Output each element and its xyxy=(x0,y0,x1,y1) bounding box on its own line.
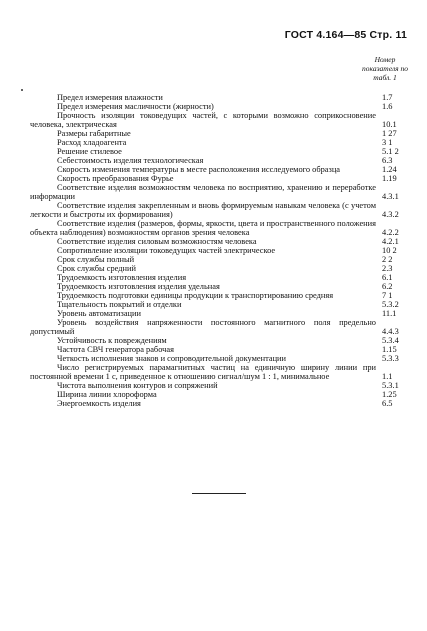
index-ref: 5.3.3 xyxy=(382,354,399,363)
index-term: Четкость исполнения знаков и сопроводительной документации xyxy=(57,354,287,363)
index-term: Срок службы полный xyxy=(57,255,135,264)
column-header: Номер показателя по табл. 1 xyxy=(362,55,408,82)
index-row xyxy=(30,354,422,363)
index-term: Соответствие изделия возможностям человека по восприятию, хранению и переработке информации xyxy=(30,183,376,201)
index-list xyxy=(30,93,422,408)
index-term: Размеры габаритные xyxy=(57,129,131,138)
index-ref: 5.1 2 xyxy=(382,147,399,156)
index-ref: 4.3.1 xyxy=(382,192,399,201)
index-ref: 5.3.1 xyxy=(382,381,399,390)
index-ref: 1.1 xyxy=(382,372,393,381)
index-row xyxy=(30,201,422,219)
index-term: Уровень автоматизации xyxy=(57,309,141,318)
index-row xyxy=(30,102,422,111)
index-row xyxy=(30,390,422,399)
index-row xyxy=(30,138,422,147)
index-ref: 1.19 xyxy=(382,174,397,183)
index-term: Расход хладоагента xyxy=(57,138,127,147)
index-term: Тщательность покрытий и отделки xyxy=(57,300,182,309)
index-term: Скорость преобразования Фурье xyxy=(57,174,174,183)
index-term: Предел измерения влажности xyxy=(57,93,163,102)
index-ref: 4.4.3 xyxy=(382,327,399,336)
index-term: Сопротивление изоляции токоведущих частей электрическое xyxy=(57,246,276,255)
index-row xyxy=(30,156,422,165)
index-row xyxy=(30,255,422,264)
index-ref: 4.2.2 xyxy=(382,228,399,237)
index-ref: 6.1 xyxy=(382,273,393,282)
index-row xyxy=(30,174,422,183)
index-row xyxy=(30,183,422,201)
index-row xyxy=(30,219,422,237)
index-term: Ширина линии хлороформа xyxy=(57,390,157,399)
index-row xyxy=(30,399,422,408)
index-row xyxy=(30,282,422,291)
index-ref: 4.2.1 xyxy=(382,237,399,246)
index-row xyxy=(30,273,422,282)
index-ref: 1 27 xyxy=(382,129,397,138)
index-ref: 10 2 xyxy=(382,246,397,255)
index-row xyxy=(30,165,422,174)
index-term: Трудоемкость изготовления изделия удельная xyxy=(57,282,220,291)
index-ref: 11.1 xyxy=(382,309,397,318)
index-row xyxy=(30,291,422,300)
index-term: Предел измерения масличности (жирности) xyxy=(57,102,214,111)
index-ref: 5.3.2 xyxy=(382,300,399,309)
page-header: ГОСТ 4.164—85 Стр. 11 xyxy=(284,29,407,41)
index-term: Скорость изменения температуры в месте расположения исследуемого образца xyxy=(57,165,341,174)
index-row xyxy=(30,300,422,309)
index-row xyxy=(30,264,422,273)
index-row xyxy=(30,363,422,381)
index-row xyxy=(30,93,422,102)
index-ref: 5.3.4 xyxy=(382,336,399,345)
index-term: Частота СВЧ генератора рабочая xyxy=(57,345,174,354)
index-term: Чистота выполнения контуров и сопряжений xyxy=(57,381,218,390)
index-term: Число регистрируемых парамагнитных частиц на единичную ширину линии при постоянной времени 1 с, приведенное к отношению сигнал/шум 1 : 1, минимальное xyxy=(30,363,376,381)
index-ref: 1.25 xyxy=(382,390,397,399)
index-term: Соответствие изделия силовым возможностям человека xyxy=(57,237,257,246)
index-row xyxy=(30,309,422,318)
index-ref: 2 2 xyxy=(382,255,393,264)
index-term: Решение стилевое xyxy=(57,147,122,156)
end-rule xyxy=(192,493,246,494)
index-term: Трудоемкость изготовления изделия xyxy=(57,273,187,282)
index-ref: 1.15 xyxy=(382,345,397,354)
index-ref: 1.24 xyxy=(382,165,397,174)
index-term: Срок службы средний xyxy=(57,264,136,273)
index-ref: 3 1 xyxy=(382,138,393,147)
index-row xyxy=(30,111,422,129)
margin-dot xyxy=(21,89,23,91)
index-row xyxy=(30,318,422,336)
index-ref: 4.3.2 xyxy=(382,210,399,219)
index-term: Себестоимость изделия технологическая xyxy=(57,156,204,165)
index-row xyxy=(30,381,422,390)
index-ref: 2.3 xyxy=(382,264,393,273)
index-row xyxy=(30,237,422,246)
index-row xyxy=(30,345,422,354)
index-term: Уровень воздействия напряженности постоянного магнитного поля предельно допустимый xyxy=(30,318,376,336)
index-ref: 1.6 xyxy=(382,102,393,111)
index-row xyxy=(30,147,422,156)
index-ref: 7 1 xyxy=(382,291,393,300)
index-term: Устойчивость к повреждениям xyxy=(57,336,167,345)
index-ref: 10.1 xyxy=(382,120,397,129)
index-ref: 6.2 xyxy=(382,282,393,291)
index-term: Трудоемкость подготовки единицы продукции к транспортированию средняя xyxy=(57,291,334,300)
index-row xyxy=(30,129,422,138)
index-ref: 6.3 xyxy=(382,156,393,165)
index-ref: 1.7 xyxy=(382,93,393,102)
index-term: Энергоемкость изделия xyxy=(57,399,141,408)
index-row xyxy=(30,246,422,255)
index-ref: 6.5 xyxy=(382,399,393,408)
index-term: Соответствие изделия (размеров, формы, яркости, цвета и пространственного положения объекта наблюдения) возможностям органов зрения человека xyxy=(30,219,376,237)
index-term: Прочность изоляции токоведущих частей, с которыми возможно соприкосновение человека, электрическая xyxy=(30,111,376,129)
index-term: Соответствие изделия закрепленным и вновь формируемым навыкам человека (с учетом легкости и быстроты их формирования) xyxy=(30,201,376,219)
index-row xyxy=(30,336,422,345)
